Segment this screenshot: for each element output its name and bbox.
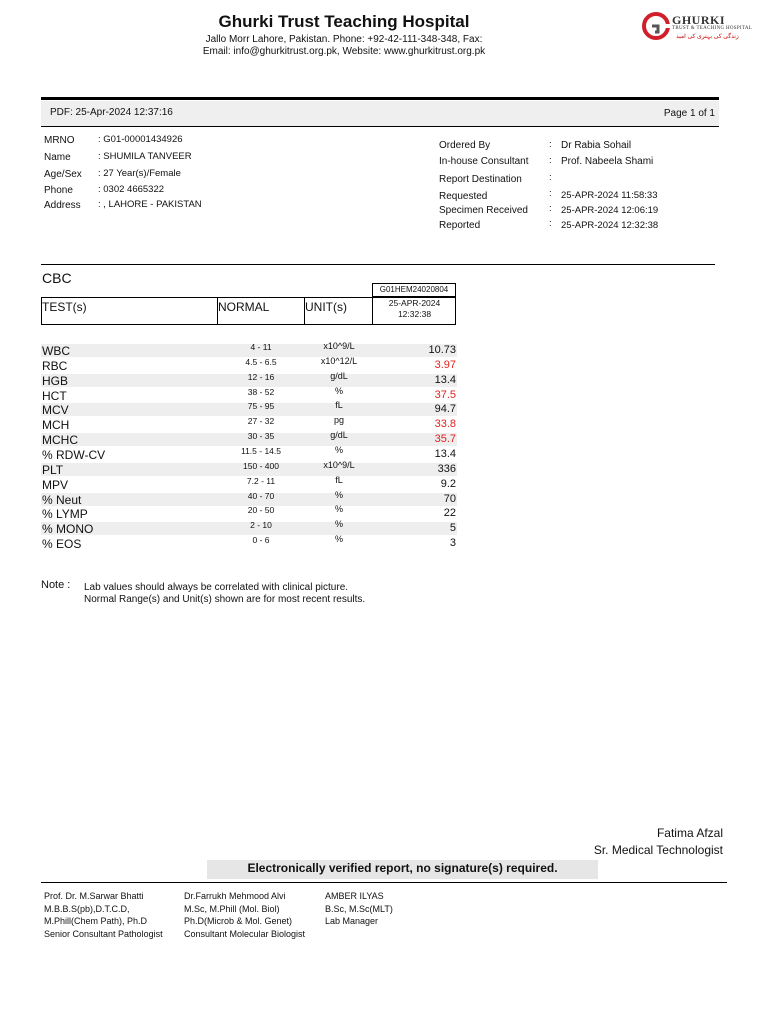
- unit: pg: [333, 415, 344, 425]
- test-name: PLT: [42, 463, 64, 477]
- order-colon: :: [549, 139, 552, 150]
- result-value: 70: [443, 493, 456, 505]
- doctor-qualification: M.B.B.S(pb),D.T.C.D,: [44, 903, 130, 914]
- normal-range: 40 - 70: [247, 491, 275, 501]
- result-value: 5: [449, 522, 456, 534]
- note-line: Lab values should always be correlated with clinical picture.: [84, 582, 349, 593]
- hospital-name: Ghurki Trust Teaching Hospital: [218, 12, 470, 31]
- result-value: 35.7: [434, 433, 456, 445]
- doctor-qualification: M.Phill(Chem Path), Ph.D: [44, 916, 148, 926]
- pdf-date: PDF: 25-Apr-2024 12:37:16: [50, 107, 173, 118]
- result-value: 37.5: [434, 389, 456, 401]
- order-label-ordered-by: Ordered By: [439, 140, 491, 151]
- column-header-result-date: [373, 298, 456, 320]
- doctor-block: [44, 890, 163, 940]
- result-value: 94.7: [434, 403, 456, 415]
- order-colon: :: [549, 155, 552, 166]
- order-value-ordered-by: Dr Rabia Sohail: [561, 140, 632, 151]
- signatory-name: Fatima Afzal: [656, 826, 723, 840]
- test-name: % Neut: [42, 493, 82, 507]
- patient-value-name: : SHUMILA TANVEER: [98, 151, 192, 162]
- doctor-qualification: Ph.D(Microb & Mol. Genet): [184, 916, 293, 926]
- order-value-consultant: Prof. Nabeela Shami: [561, 156, 654, 167]
- section-divider: [41, 264, 715, 265]
- note-label: Note :: [41, 579, 71, 591]
- note-line: Normal Range(s) and Unit(s) shown are for most recent results.: [84, 594, 366, 605]
- patient-label-name: Name: [44, 152, 71, 163]
- test-name: WBC: [42, 344, 70, 358]
- test-name: % EOS: [42, 537, 82, 551]
- normal-range: 4.5 - 6.5: [245, 357, 277, 367]
- doctor-name: AMBER ILYAS: [325, 891, 384, 901]
- result-value: 22: [443, 507, 456, 519]
- normal-range: 75 - 95: [247, 401, 275, 411]
- test-name: RBC: [42, 359, 68, 373]
- page-number: Page 1 of 1: [663, 108, 715, 119]
- test-name: MPV: [42, 478, 69, 492]
- result-value: 13.4: [434, 448, 456, 460]
- patient-label-address: Address: [44, 200, 81, 211]
- test-name: MCH: [42, 418, 70, 432]
- test-name: MCHC: [42, 433, 78, 447]
- order-label-destination: Report Destination: [439, 174, 522, 185]
- result-value: 3: [449, 537, 456, 549]
- doctor-title: Lab Manager: [325, 916, 379, 926]
- doctor-title: Senior Consultant Pathologist: [44, 928, 163, 939]
- unit: %: [334, 445, 343, 455]
- patient-value-mrno: : G01-00001434926: [98, 134, 183, 145]
- patient-value-phone: : 0302 4665322: [98, 184, 165, 195]
- accession-number: G01HEM24020804: [372, 283, 456, 297]
- logo-subtext: TRUST & TEACHING HOSPITAL: [672, 26, 753, 31]
- normal-range: 30 - 35: [247, 431, 275, 441]
- test-name: HGB: [42, 374, 69, 388]
- order-colon: :: [549, 203, 552, 214]
- unit: x10^9/L: [323, 460, 355, 470]
- result-time: 12:32:38: [397, 309, 432, 319]
- patient-label-mrno: MRNO: [44, 135, 75, 146]
- normal-range: 150 - 400: [243, 461, 279, 471]
- order-label-consultant: In-house Consultant: [439, 156, 529, 167]
- result-value: 10.73: [428, 344, 456, 356]
- test-name: MCV: [42, 403, 69, 417]
- doctor-qualification: M.Sc, M.Phill (Mol. Biol): [184, 903, 280, 914]
- unit: %: [334, 490, 343, 500]
- doctor-title: Consultant Molecular Biologist: [184, 928, 306, 939]
- order-label-specimen: Specimen Received: [439, 205, 528, 216]
- order-value-specimen: 25-APR-2024 12:06:19: [561, 205, 659, 216]
- result-value: 13.4: [434, 374, 456, 386]
- normal-range: 12 - 16: [247, 372, 275, 382]
- patient-value-address: : , LAHORE - PAKISTAN: [98, 199, 202, 210]
- result-value: 9.2: [440, 478, 456, 490]
- result-value: 33.8: [434, 418, 456, 430]
- section-title: CBC: [42, 270, 72, 286]
- normal-range: 27 - 32: [247, 416, 275, 426]
- unit: g/dL: [330, 371, 348, 381]
- doctor-name: Dr.Farrukh Mehmood Alvi: [184, 891, 286, 901]
- result-date: 25-APR-2024: [388, 298, 441, 308]
- patient-label-agesex: Age/Sex: [44, 169, 82, 180]
- normal-range: 20 - 50: [247, 505, 275, 515]
- order-value-reported: 25-APR-2024 12:32:38: [561, 220, 659, 231]
- verification-notice: Electronically verified report, no signature(s) required.: [207, 860, 598, 879]
- order-colon: :: [549, 218, 552, 229]
- test-name: % LYMP: [42, 507, 88, 521]
- test-name: % MONO: [42, 522, 94, 536]
- order-label-reported: Reported: [439, 220, 481, 231]
- logo-text: GHURKI: [672, 13, 726, 27]
- hospital-contact: [0, 34, 688, 58]
- unit: fL: [335, 400, 343, 410]
- test-name: % RDW-CV: [42, 448, 106, 462]
- column-header-normal: NORMAL: [218, 300, 270, 314]
- order-value-requested: 25-APR-2024 11:58:33: [561, 190, 658, 201]
- column-header-unit: UNIT(s): [305, 300, 347, 314]
- result-value: 336: [437, 463, 456, 475]
- normal-range: 4 - 11: [250, 342, 272, 352]
- header-rule: [41, 97, 719, 100]
- test-name: HCT: [42, 389, 67, 403]
- unit: x10^12/L: [320, 356, 358, 366]
- column-header-test: TEST(s): [42, 300, 87, 314]
- contact-line: Email: info@ghurkitrust.org.pk, Website: www.ghurkitrust.org.pk: [202, 46, 486, 57]
- normal-range: 2 - 10: [250, 520, 272, 530]
- result-value: 3.97: [434, 359, 456, 371]
- address-line: Jallo Morr Lahore, Pakistan. Phone: +92-42-111-348-348, Fax:: [205, 34, 483, 45]
- unit: fL: [335, 475, 343, 485]
- doctor-qualification: B.Sc, M.Sc(MLT): [325, 903, 393, 914]
- patient-value-agesex: : 27 Year(s)/Female: [98, 168, 181, 179]
- order-colon: :: [549, 188, 552, 199]
- unit: x10^9/L: [323, 341, 355, 351]
- footer-rule: [41, 882, 727, 883]
- doctor-block: [325, 890, 393, 928]
- signatory-title: Sr. Medical Technologist: [593, 843, 723, 857]
- normal-range: 11.5 - 14.5: [240, 446, 281, 456]
- unit: %: [334, 534, 343, 544]
- doctor-block: [184, 890, 305, 940]
- order-label-requested: Requested: [439, 191, 488, 202]
- unit: g/dL: [330, 430, 348, 440]
- order-colon: :: [549, 172, 552, 183]
- patient-label-phone: Phone: [44, 185, 73, 196]
- normal-range: 38 - 52: [247, 387, 275, 397]
- logo-urdu: زندگی کی بہتری کی امید: [676, 34, 739, 40]
- unit: %: [334, 504, 343, 514]
- doctor-name: Prof. Dr. M.Sarwar Bhatti: [44, 891, 144, 901]
- note-text: [84, 582, 365, 606]
- normal-range: 7.2 - 11: [246, 476, 276, 486]
- unit: %: [334, 386, 343, 396]
- unit: %: [334, 519, 343, 529]
- normal-range: 0 - 6: [252, 535, 270, 545]
